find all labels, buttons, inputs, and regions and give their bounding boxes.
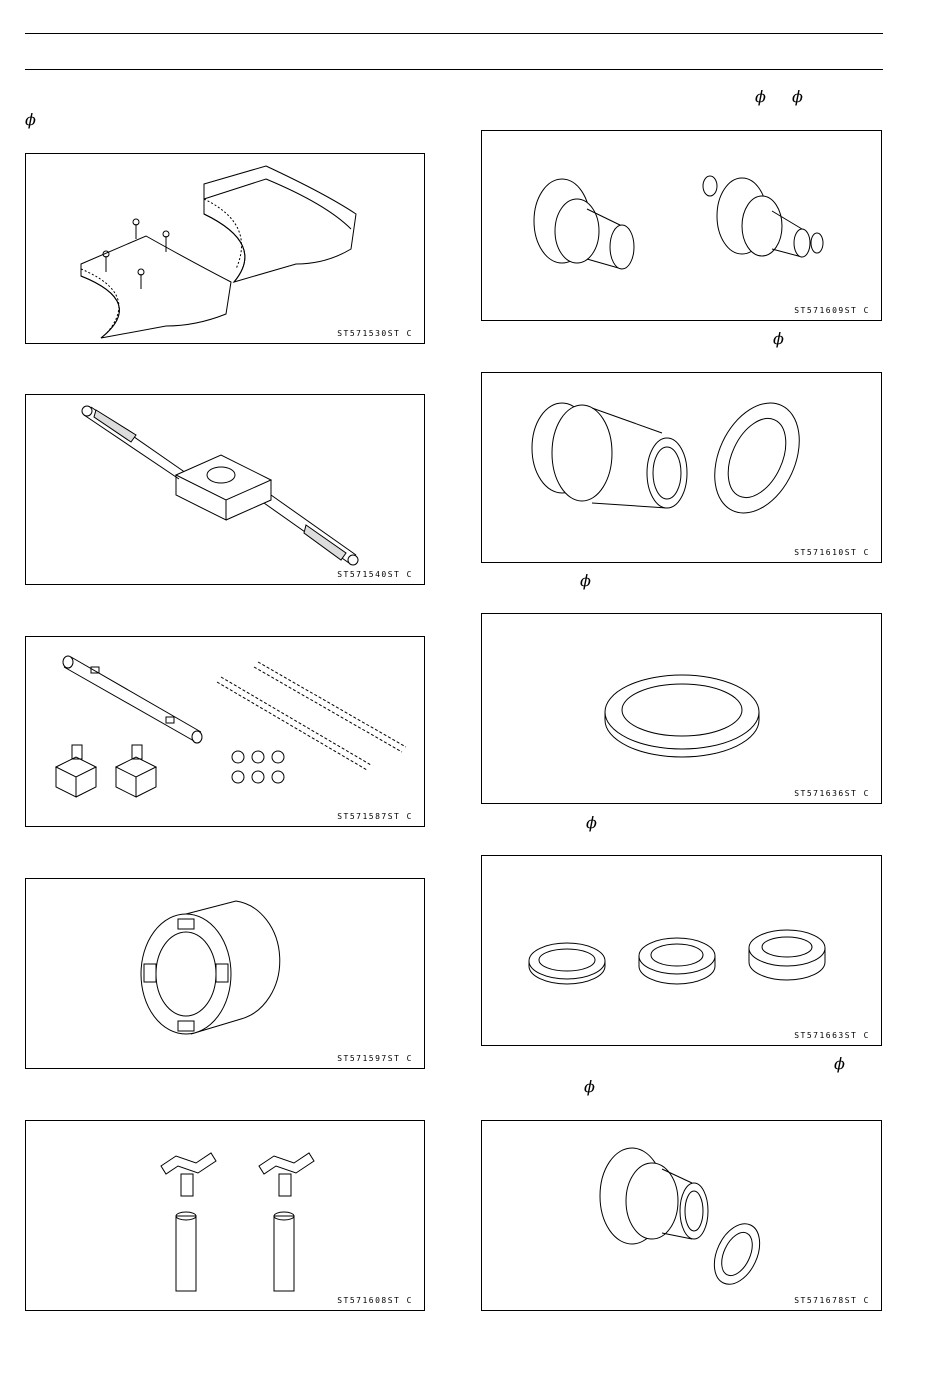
bearing-shell-halves-icon	[26, 154, 424, 343]
figure-code: ST571608ST C	[337, 1296, 413, 1305]
figure-driver-and-ring	[481, 372, 882, 563]
figure-puller-bar-set	[25, 636, 425, 827]
figure-code: ST571609ST C	[794, 306, 870, 315]
bearing-drivers-icon	[482, 131, 881, 320]
phi-symbol: ϕ	[792, 87, 803, 106]
driver-and-ring-icon	[482, 373, 881, 562]
figure-flat-ring	[481, 613, 882, 804]
figure-code: ST571610ST C	[794, 548, 870, 557]
t-handle-bar-icon	[26, 395, 424, 584]
figure-castle-socket	[25, 878, 425, 1069]
clamp-screws-and-sleeves-icon	[26, 1121, 424, 1310]
header-rule-top	[25, 33, 883, 34]
figure-bearing-shell-halves	[25, 153, 425, 344]
stepped-driver-and-washer-icon	[482, 1121, 881, 1310]
phi-symbol: ϕ	[773, 329, 784, 348]
figure-code: ST571530ST C	[337, 329, 413, 338]
figure-code: ST571597ST C	[337, 1054, 413, 1063]
figure-bearing-drivers	[481, 130, 882, 321]
phi-symbol: ϕ	[586, 813, 597, 832]
figure-code: ST571587ST C	[337, 812, 413, 821]
figure-code: ST571663ST C	[794, 1031, 870, 1040]
phi-symbol: ϕ	[755, 87, 766, 106]
figure-t-handle-bar	[25, 394, 425, 585]
header-rule-bottom	[25, 69, 883, 70]
castle-socket-icon	[26, 879, 424, 1068]
figure-clamp-screws-and-sleeves	[25, 1120, 425, 1311]
phi-symbol: ϕ	[25, 110, 36, 129]
three-rings-icon	[482, 856, 881, 1045]
phi-symbol: ϕ	[584, 1077, 595, 1096]
phi-symbol: ϕ	[580, 571, 591, 590]
figure-code: ST571636ST C	[794, 789, 870, 798]
flat-ring-icon	[482, 614, 881, 803]
figure-code: ST571678ST C	[794, 1296, 870, 1305]
phi-symbol: ϕ	[834, 1054, 845, 1073]
figure-code: ST571540ST C	[337, 570, 413, 579]
figure-three-rings	[481, 855, 882, 1046]
puller-bar-set-icon	[26, 637, 424, 826]
figure-stepped-driver-and-washer	[481, 1120, 882, 1311]
